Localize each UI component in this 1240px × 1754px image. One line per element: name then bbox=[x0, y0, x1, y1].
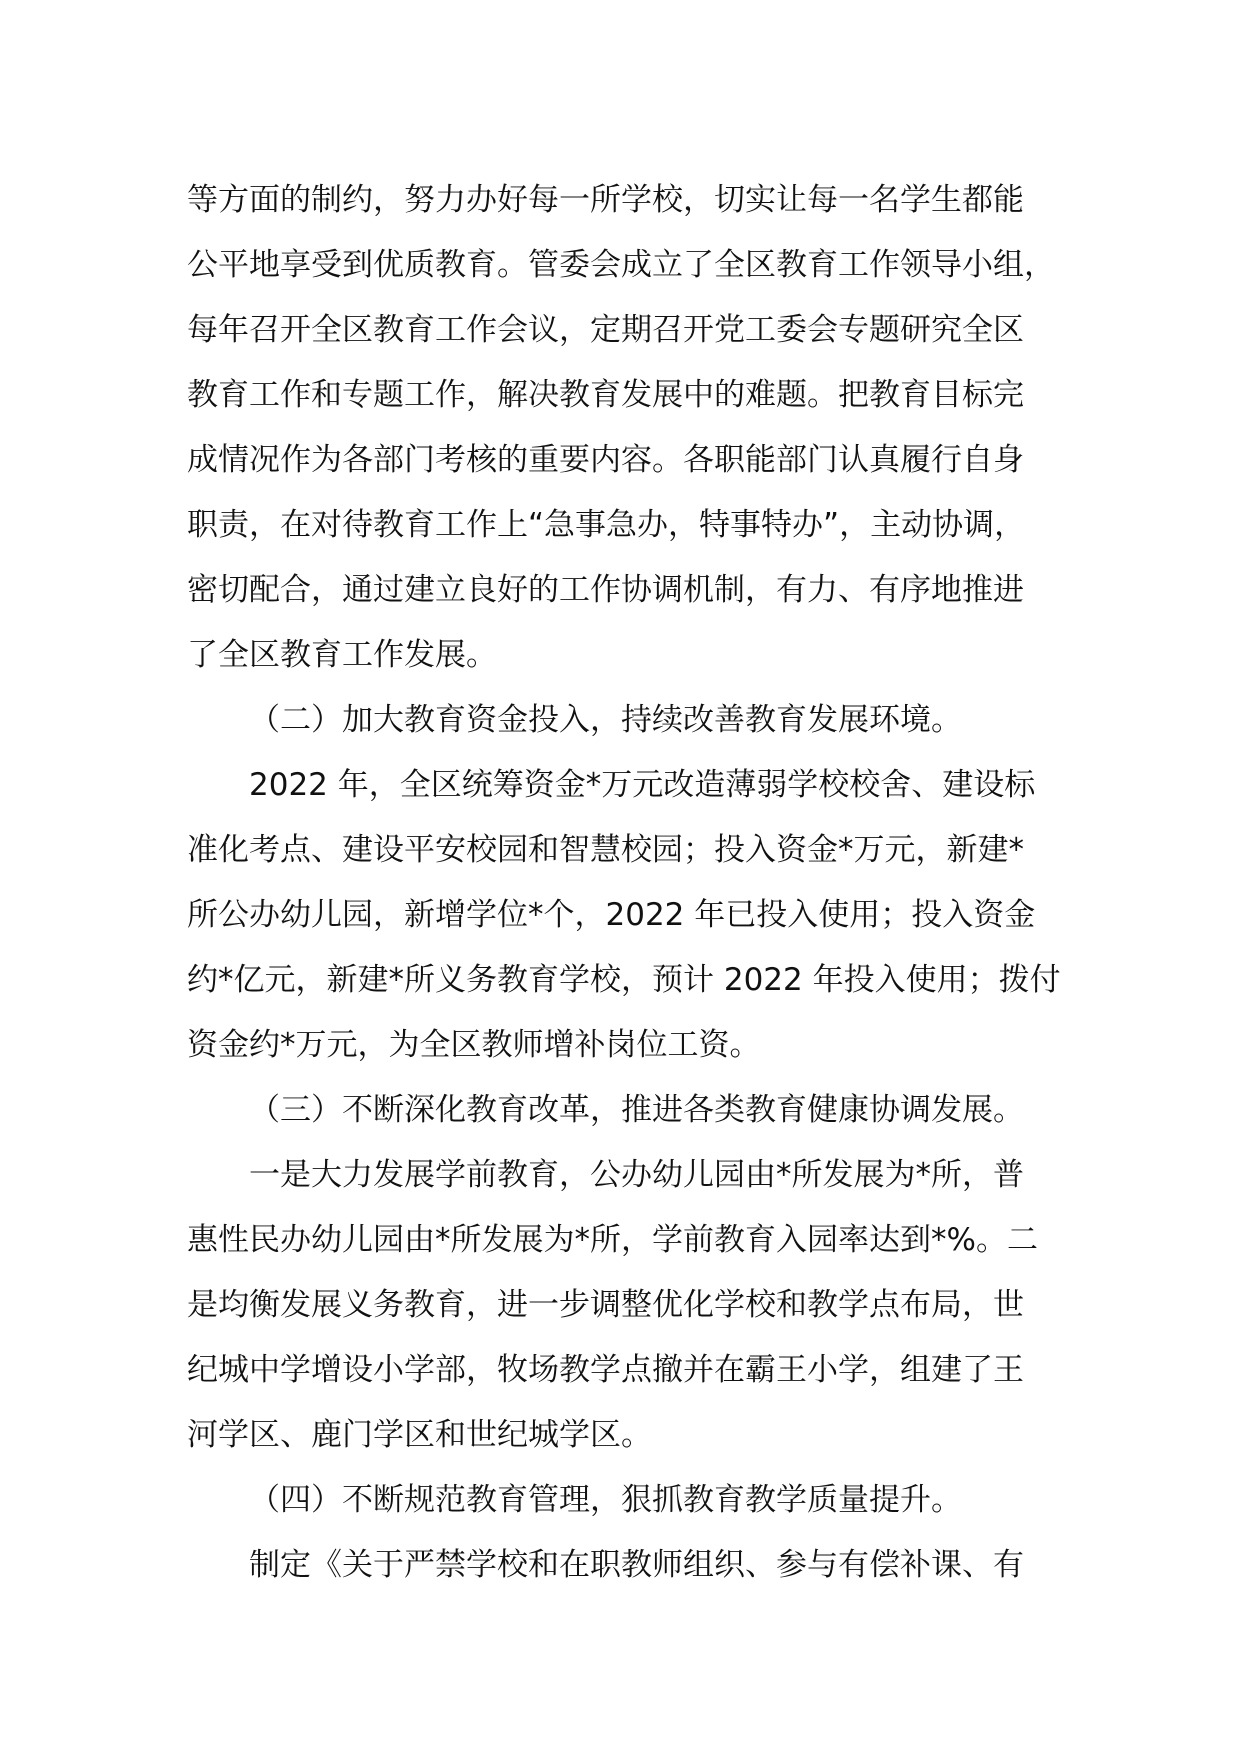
text-line: 每年召开全区教育工作会议，定期召开党工委会专题研究全区 bbox=[187, 312, 1024, 348]
text-line: 2022 年，全区统筹资金*万元改造薄弱学校校舍、建设标 bbox=[249, 767, 1036, 803]
text-line: 资金约*万元，为全区教师增补岗位工资。 bbox=[187, 1027, 761, 1063]
text-line: 一是大力发展学前教育，公办幼儿园由*所发展为*所，普 bbox=[249, 1157, 1024, 1193]
text-line: 准化考点、建设平安校园和智慧校园；投入资金*万元，新建* bbox=[187, 832, 1024, 868]
text-line: 密切配合，通过建立良好的工作协调机制，有力、有序地推进 bbox=[187, 572, 1024, 608]
document-body bbox=[187, 168, 1087, 1598]
text-line: 制定《关于严禁学校和在职教师组织、参与有偿补课、有 bbox=[249, 1547, 1024, 1583]
text-line: 成情况作为各部门考核的重要内容。各职能部门认真履行自身 bbox=[187, 442, 1024, 478]
text-line: 职责，在对待教育工作上“急事急办，特事特办”，主动协调， bbox=[187, 507, 1026, 543]
text-line: 公平地享受到优质教育。管委会成立了全区教育工作领导小组， bbox=[187, 247, 1055, 283]
text-line: 惠性民办幼儿园由*所发展为*所，学前教育入园率达到*%。二 bbox=[187, 1222, 1038, 1258]
text-line: 等方面的制约，努力办好每一所学校，切实让每一名学生都能 bbox=[187, 182, 1024, 218]
section-heading: （四）不断规范教育管理，狠抓教育教学质量提升。 bbox=[249, 1482, 962, 1518]
section-heading: （三）不断深化教育改革，推进各类教育健康协调发展。 bbox=[249, 1092, 1024, 1128]
text-line: 了全区教育工作发展。 bbox=[187, 637, 497, 673]
text-line: 纪城中学增设小学部，牧场教学点撤并在霸王小学，组建了王 bbox=[187, 1352, 1024, 1388]
text-line: 河学区、鹿门学区和世纪城学区。 bbox=[187, 1417, 652, 1453]
section-heading: （二）加大教育资金投入，持续改善教育发展环境。 bbox=[249, 702, 962, 738]
text-line: 是均衡发展义务教育，进一步调整优化学校和教学点布局，世 bbox=[187, 1287, 1024, 1323]
text-line: 所公办幼儿园，新增学位*个，2022 年已投入使用；投入资金 bbox=[187, 897, 1036, 933]
text-line: 教育工作和专题工作，解决教育发展中的难题。把教育目标完 bbox=[187, 377, 1024, 413]
text-line: 约*亿元，新建*所义务教育学校，预计 2022 年投入使用；拨付 bbox=[187, 962, 1061, 998]
